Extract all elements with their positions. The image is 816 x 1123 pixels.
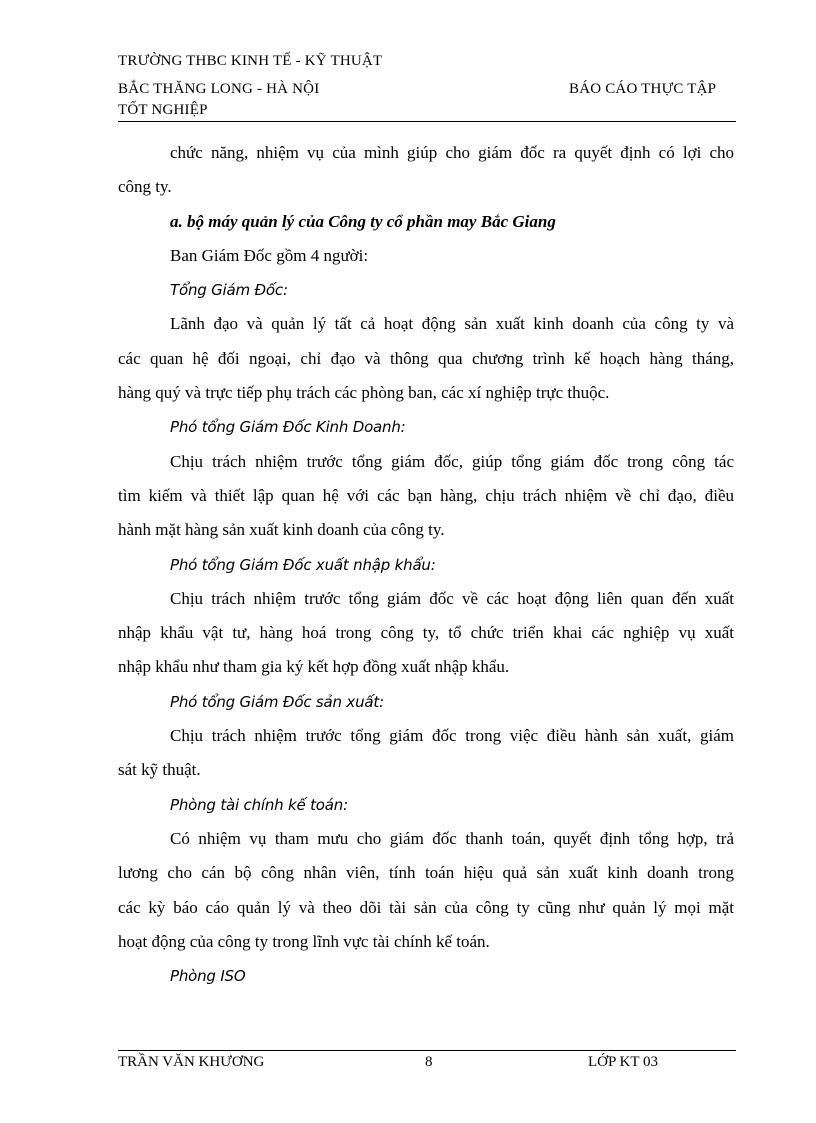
paragraph-line: tìm kiếm và thiết lập quan hệ với các bạn hàng, chịu trách nhiệm về chỉ đạo, điều [118, 485, 734, 505]
paragraph-line: các kỳ báo cáo quản lý và theo dõi tài sản của công ty cũng như quản lý mọi mặt [118, 897, 734, 917]
page-number: 8 [425, 1054, 433, 1070]
document-body [118, 136, 734, 993]
footer-class: LỚP KT 03 [588, 1054, 659, 1070]
ceo-heading: Tổng Giám Đốc: [170, 281, 288, 300]
footer-author: TRẦN VĂN KHƯƠNG [118, 1054, 265, 1070]
paragraph-line: các quan hệ đối ngoại, chỉ đạo và thông qua chương trình kế hoạch hàng tháng, [118, 348, 734, 368]
iso-heading: Phòng ISO [170, 967, 246, 986]
header-school-line1: TRƯỜNG THBC KINH TẾ - KỸ THUẬT [118, 53, 383, 69]
vp-trade-heading: Phó tổng Giám Đốc xuất nhập khẩu: [170, 555, 436, 574]
paragraph-line: hoạt động của công ty trong lĩnh vực tài chính kế toán. [118, 931, 490, 951]
paragraph-line: sát kỹ thuật. [118, 760, 201, 780]
paragraph-line: chức năng, nhiệm vụ của mình giúp cho giám đốc ra quyết định có lợi cho [170, 143, 734, 162]
paragraph-line: Chịu trách nhiệm trước tổng giám đốc trong việc điều hành sản xuất, giám [170, 726, 734, 746]
header-report-title: BÁO CÁO THỰC TẬP [569, 81, 717, 97]
paragraph-line: nhập khẩu vật tư, hàng hoá trong công ty, tổ chức triển khai các nghiệp vụ xuất [118, 623, 734, 643]
section-heading: a. bộ máy quản lý của Công ty cổ phần may Bắc Giang [170, 211, 556, 231]
paragraph-line: Có nhiệm vụ tham mưu cho giám đốc thanh toán, quyết định tổng hợp, trả [170, 828, 734, 848]
header-school-line2: BẮC THĂNG LONG - HÀ NỘI [118, 81, 320, 97]
paragraph-line: Chịu trách nhiệm trước tổng giám đốc về các hoạt động liên quan đến xuất [170, 588, 734, 608]
paragraph-line: nhập khẩu như tham gia ký kết hợp đồng xuất nhập khẩu. [118, 657, 510, 677]
paragraph-line: Lãnh đạo và quản lý tất cả hoạt động sản xuất kinh doanh của công ty và [170, 314, 734, 334]
vp-business-heading: Phó tổng Giám Đốc Kinh Doanh: [170, 418, 406, 437]
vp-production-heading: Phó tổng Giám Đốc sản xuất: [170, 692, 384, 711]
footer-divider [118, 1050, 736, 1051]
header-report-subtitle: TỐT NGHIỆP [118, 102, 208, 118]
paragraph-line: hành mặt hàng sản xuất kinh doanh của công ty. [118, 520, 445, 540]
finance-heading: Phòng tài chính kế toán: [170, 795, 348, 814]
header-divider [118, 121, 736, 122]
board-intro: Ban Giám Đốc gồm 4 người: [170, 245, 369, 265]
paragraph-line: hàng quý và trực tiếp phụ trách các phòng ban, các xí nghiệp trực thuộc. [118, 383, 610, 403]
paragraph-line: công ty. [118, 177, 172, 197]
paragraph-line: lương cho cán bộ công nhân viên, tính toán hiệu quả sản xuất kinh doanh trong [118, 863, 734, 883]
paragraph-line: Chịu trách nhiệm trước tổng giám đốc, giúp tổng giám đốc trong công tác [170, 451, 734, 471]
